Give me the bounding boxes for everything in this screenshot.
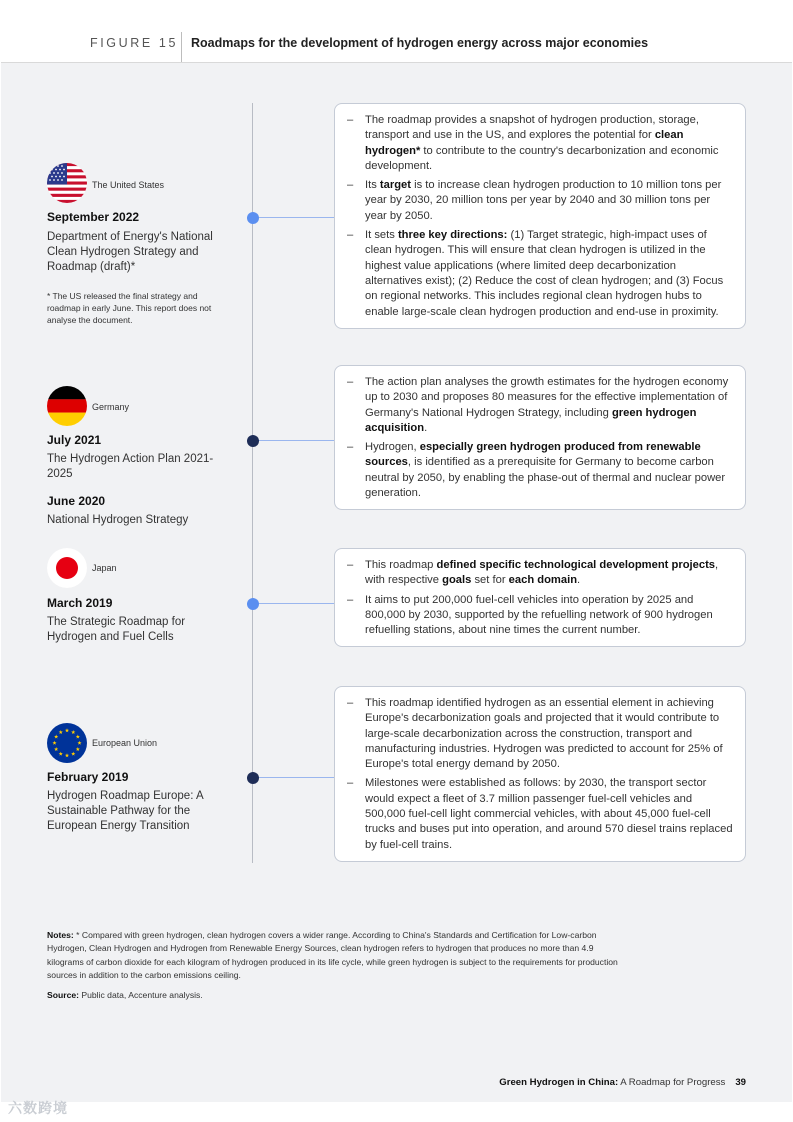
timeline-connector bbox=[258, 217, 334, 218]
text-segment: set for bbox=[471, 574, 509, 587]
text-segment: , is identified as a prerequisite for Germany to become carbon neutral by 2050, by enabling the phase-out of thermal and nuclear power generation. bbox=[365, 456, 726, 500]
us-flag-icon bbox=[47, 163, 87, 203]
event-document: The Hydrogen Action Plan 2021-2025 bbox=[47, 453, 214, 480]
bold-text: especially green hydrogen produced from renewable sources bbox=[365, 441, 701, 469]
text-segment: . bbox=[424, 421, 428, 434]
text-segment: . bbox=[577, 574, 581, 587]
timeline-connector bbox=[258, 440, 334, 441]
bullet-dash: – bbox=[347, 229, 354, 242]
bullet-dash: – bbox=[347, 179, 354, 192]
text-segment: is to increase clean hydrogen production to 10 million tons per year by 2030, 20 million tons per year by 2040 and 30 million tons per year by 2050. bbox=[365, 179, 722, 222]
text-segment: (1) Target strategic, high-impact uses of clean hydrogen. This will ensure that clean hydrogen is utilized in the highest value applications (where limited deep decarbonization alternatives exist); (2) Reduce the cost of clean hydrogen; and (3) Focus on regional networks. This includes regional clean hydrogen hubs to enable large-scale clean hydrogen production and end-use in proximity. bbox=[365, 229, 724, 318]
event-date: June 2020 bbox=[47, 494, 106, 508]
bold-text: defined specific technological development projects bbox=[436, 559, 716, 571]
header-divider bbox=[181, 32, 182, 62]
bold-text: three key directions: bbox=[397, 229, 508, 242]
roadmap-box bbox=[334, 365, 746, 510]
text-segment: This roadmap bbox=[365, 559, 437, 571]
bullet-item bbox=[347, 696, 733, 772]
text-segment: The roadmap provides a snapshot of hydrogen production, storage, transport and use in the US, and explores the potential for bbox=[365, 114, 699, 142]
timeline-dot bbox=[247, 598, 259, 610]
source-text: Public data, Accenture analysis. bbox=[79, 990, 203, 1000]
text-segment: Hydrogen, bbox=[365, 441, 420, 454]
text-segment: This roadmap identified hydrogen as an essential element in achieving Europe's decarbonization goals and projected that it would contribute to large-scale decarbonization across the construction, transport and manufacturing industries. Hydrogen was predicted to account for 25% of Europe's total energy demand by 2050. bbox=[365, 697, 723, 771]
bold-text: green hydrogen acquisition bbox=[365, 406, 697, 434]
bullet-dash: – bbox=[347, 559, 354, 571]
footer-title-rest: A Roadmap for Progress bbox=[618, 1077, 726, 1088]
text-segment: , with respective bbox=[365, 559, 719, 587]
notes-label: Notes: bbox=[47, 930, 74, 940]
text-segment: Milestones were established as follows: by 2030, the transport sector would expect a fleet of 3.7 million passenger fuel-cell vehicles and 500,000 fuel-cell light commercial vehicles, with about 45,000 fuel-cell trucks and buses put into operation, and around 570 diesel trains replaced by fuel-cell trains. bbox=[365, 777, 733, 851]
text-segment: It sets bbox=[365, 229, 398, 242]
country-label: Germany bbox=[92, 402, 130, 412]
source bbox=[47, 990, 203, 1000]
bullet-dash: – bbox=[347, 441, 354, 454]
figure-label: FIGURE 15 bbox=[90, 36, 178, 50]
bold-text: target bbox=[379, 179, 412, 192]
bullet-dash: – bbox=[347, 376, 354, 388]
event-document: Department of Energy's National Clean Hydrogen Strategy and Roadmap (draft)* bbox=[47, 231, 213, 273]
bullet-dash: – bbox=[347, 593, 354, 606]
bullet-item bbox=[347, 558, 733, 589]
event-date: February 2019 bbox=[47, 770, 129, 784]
country-label: European Union bbox=[92, 738, 158, 748]
figure-title: Roadmaps for the development of hydrogen energy across major economies bbox=[191, 36, 649, 50]
page-number: 39 bbox=[735, 1077, 746, 1088]
event-document: Hydrogen Roadmap Europe: A Sustainable Pathway for the European Energy Transition bbox=[47, 790, 203, 832]
bullet-item bbox=[347, 776, 733, 852]
event-document: The Strategic Roadmap for Hydrogen and Fuel Cells bbox=[47, 616, 186, 643]
text-segment: to contribute to the country's decarbonization and economic development. bbox=[365, 144, 719, 172]
footer-title-bold: Green Hydrogen in China: bbox=[499, 1077, 619, 1088]
event-date: July 2021 bbox=[47, 433, 102, 447]
bullet-item bbox=[347, 178, 733, 224]
bullet-item bbox=[347, 440, 733, 501]
bullet-dash: – bbox=[347, 114, 354, 126]
roadmap-box bbox=[334, 686, 746, 862]
text-segment: Its bbox=[365, 179, 380, 192]
eu-flag-icon bbox=[47, 723, 87, 763]
event-document: National Hydrogen Strategy bbox=[47, 514, 189, 526]
country-label: The United States bbox=[92, 180, 165, 190]
bullet-dash: – bbox=[347, 777, 354, 790]
watermark: 六数跨境 bbox=[8, 1100, 68, 1116]
bullet-item bbox=[347, 113, 733, 174]
roadmap-box bbox=[334, 103, 746, 329]
bullet-dash: – bbox=[347, 697, 354, 709]
timeline-dot bbox=[247, 772, 259, 784]
timeline-connector bbox=[258, 603, 334, 604]
bullet-item bbox=[347, 593, 733, 639]
page-footer bbox=[499, 1077, 746, 1088]
notes bbox=[47, 929, 627, 983]
bullet-item bbox=[347, 375, 733, 436]
timeline-dot bbox=[247, 435, 259, 447]
japan-flag-icon bbox=[47, 548, 87, 588]
source-label: Source: bbox=[47, 990, 79, 1000]
roadmap-box bbox=[334, 548, 746, 647]
notes-text: * Compared with green hydrogen, clean hydrogen covers a wider range. According to China's Standards and Certification for Low-carbon Hydrogen, Clean Hydrogen and Hydrogen from Renewable Energy Sources, clean hydrogen refers to hydrogen that produces no more than 4.9 kilograms of carbon dioxide for each kilogram of hydrogen produced in its life cycle, while green hydrogen is subject to the requirements for production sources in addition to the carbon emissions ceiling. bbox=[47, 930, 618, 981]
event-date: March 2019 bbox=[47, 596, 113, 610]
bold-text: each domain bbox=[508, 574, 578, 587]
bullet-item bbox=[347, 228, 733, 320]
bold-text: clean hydrogen* bbox=[365, 129, 684, 157]
footnote: * The US released the final strategy and roadmap in early June. This report does not analyse the document. bbox=[47, 291, 212, 325]
germany-flag-icon bbox=[47, 386, 87, 426]
text-segment: The action plan analyses the growth estimates for the hydrogen economy up to 2030 and proposes 80 measures for the effective implementation of Germany's National Hydrogen Strategy, including bbox=[365, 376, 729, 419]
bold-text: goals bbox=[442, 574, 472, 587]
event-date: September 2022 bbox=[47, 210, 140, 224]
country-label: Japan bbox=[92, 563, 117, 573]
text-segment: It aims to put 200,000 fuel-cell vehicles into operation by 2025 and 800,000 by 2030, supported by the refuelling network of 900 hydrogen refuelling stations, about nine times the current number. bbox=[365, 593, 713, 637]
timeline-connector bbox=[258, 777, 334, 778]
figure-header bbox=[0, 0, 793, 62]
timeline-dot bbox=[247, 212, 259, 224]
